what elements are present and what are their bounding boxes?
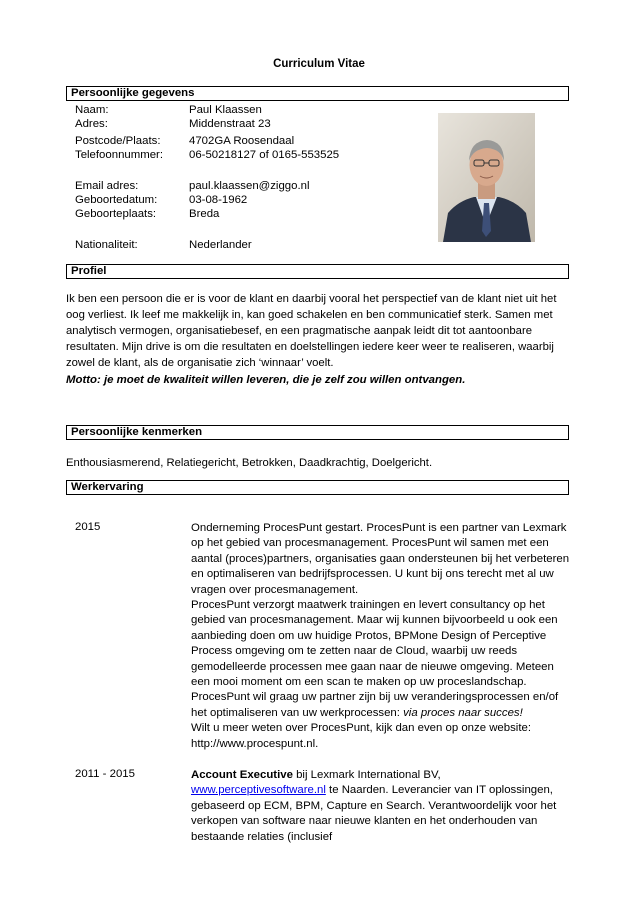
slogan-text: via proces naar succes! (403, 706, 523, 719)
experience-paragraph: ProcesPunt wil graag uw partner zijn bij uw veranderingsprocessen en/of het optimaliseren van uw werkprocessen: via proces naar succes! (191, 691, 559, 719)
detail-row-address (75, 117, 395, 131)
section-traits-heading: Persoonlijke kenmerken (66, 425, 569, 440)
detail-row-birthplace (75, 207, 395, 221)
company-website-link[interactable]: www.perceptivesoftware.nl (191, 784, 326, 797)
experience-paragraph: Wilt u meer weten over ProcesPunt, kijk dan even op onze website: http://www.procespunt.nl. (191, 722, 531, 750)
experience-paragraph: Account Executive bij Lexmark International BV, www.perceptivesoftware.nl te Naarden. Leverancier van IT oplossingen, gebaseerd op ECM, BPM, Capture en Search. Verantwoordelijk voor het verkopen van software naar nieuwe klanten en het onderhouden van bestaande relaties (inclusief (191, 769, 557, 843)
portrait-photo (438, 113, 535, 242)
detail-row-birthdate (75, 193, 395, 207)
detail-label: Nationaliteit: (75, 239, 138, 251)
experience-paragraph: Onderneming ProcesPunt gestart. ProcesPunt is een partner van Lexmark op het gebied van procesmanagement. ProcesPunt wil samen met een aantal (proces)partners, organisaties gaan ondersteunen bij het verbeteren en optimaliseren van bedrijfsprocessen. U kunt bij ons terecht met al uw vragen over procesmanagement. (191, 522, 570, 596)
experience-year: 2011 - 2015 (75, 768, 135, 780)
detail-label: Postcode/Plaats: (75, 135, 161, 147)
job-title: Account Executive (191, 769, 293, 781)
detail-value: 4702GA Roosendaal (189, 135, 295, 147)
traits-text: Enthousiasmerend, Relatiegericht, Betrokken, Daadkrachtig, Doelgericht. (66, 457, 433, 469)
detail-label: Geboorteplaats: (75, 208, 157, 220)
detail-label: Naam: (75, 104, 109, 116)
section-experience-heading: Werkervaring (66, 480, 569, 495)
detail-value: 03-08-1962 (189, 194, 248, 206)
section-profile-heading: Profiel (66, 264, 569, 279)
detail-row-name (75, 103, 395, 117)
detail-label: Telefoonnummer: (75, 149, 164, 161)
detail-value: paul.klaassen@ziggo.nl (189, 180, 310, 192)
detail-label: Geboortedatum: (75, 194, 158, 206)
experience-entry (75, 521, 575, 752)
experience-entry (75, 768, 575, 845)
detail-row-postcode (75, 134, 395, 148)
detail-value: Breda (189, 208, 220, 220)
personal-details (75, 103, 395, 252)
page-title: Curriculum Vitae (273, 58, 365, 70)
profile-motto: Motto: je moet de kwaliteit willen leveren, die je zelf zou willen ontvangen. (66, 374, 466, 386)
experience-year: 2015 (75, 521, 101, 533)
detail-label: Email adres: (75, 180, 139, 192)
experience-paragraph: ProcesPunt verzorgt maatwerk trainingen en levert consultancy op het gebied van procesmanagement. Maar wij kunnen bijvoorbeeld u ook een aanbieding doen om uw huidige Protos, BPMone Design of Perceptive Process omgeving om te zetten naar de Cloud, waarbij uw reeds gemodelleerde processen mee gaan naar de nieuwe omgeving. Meteen een mooi moment om een scan te maken op uw proceslandschap. (191, 599, 558, 689)
detail-row-email (75, 179, 395, 193)
detail-value: Paul Klaassen (189, 104, 262, 116)
experience-description (191, 768, 575, 845)
detail-value: Nederlander (189, 239, 252, 251)
detail-row-nationality (75, 238, 395, 252)
detail-value: Middenstraat 23 (189, 118, 271, 130)
profile-text: Ik ben een persoon die er is voor de klant en daarbij vooral het perspectief van de klant niet uit het oog verliest. Ik leef me makkelijk in, kan goed schakelen en ben communicatief sterk. Samen met analytisch vermogen, organisatiebesef, en een pragmatische aanpak leidt dit tot aantoonbare resultaten. Mijn drive is om die resultaten en doelstellingen iedere keer weer te realiseren, waarbij zowel de klant, als de organisatie zich ‘winnaar’ voelt. (66, 293, 557, 369)
detail-label: Adres: (75, 118, 108, 130)
detail-row-phone (75, 148, 395, 162)
section-personal-heading: Persoonlijke gegevens (66, 86, 569, 101)
detail-value: 06-50218127 of 0165-553525 (189, 149, 340, 161)
experience-description (191, 521, 575, 752)
